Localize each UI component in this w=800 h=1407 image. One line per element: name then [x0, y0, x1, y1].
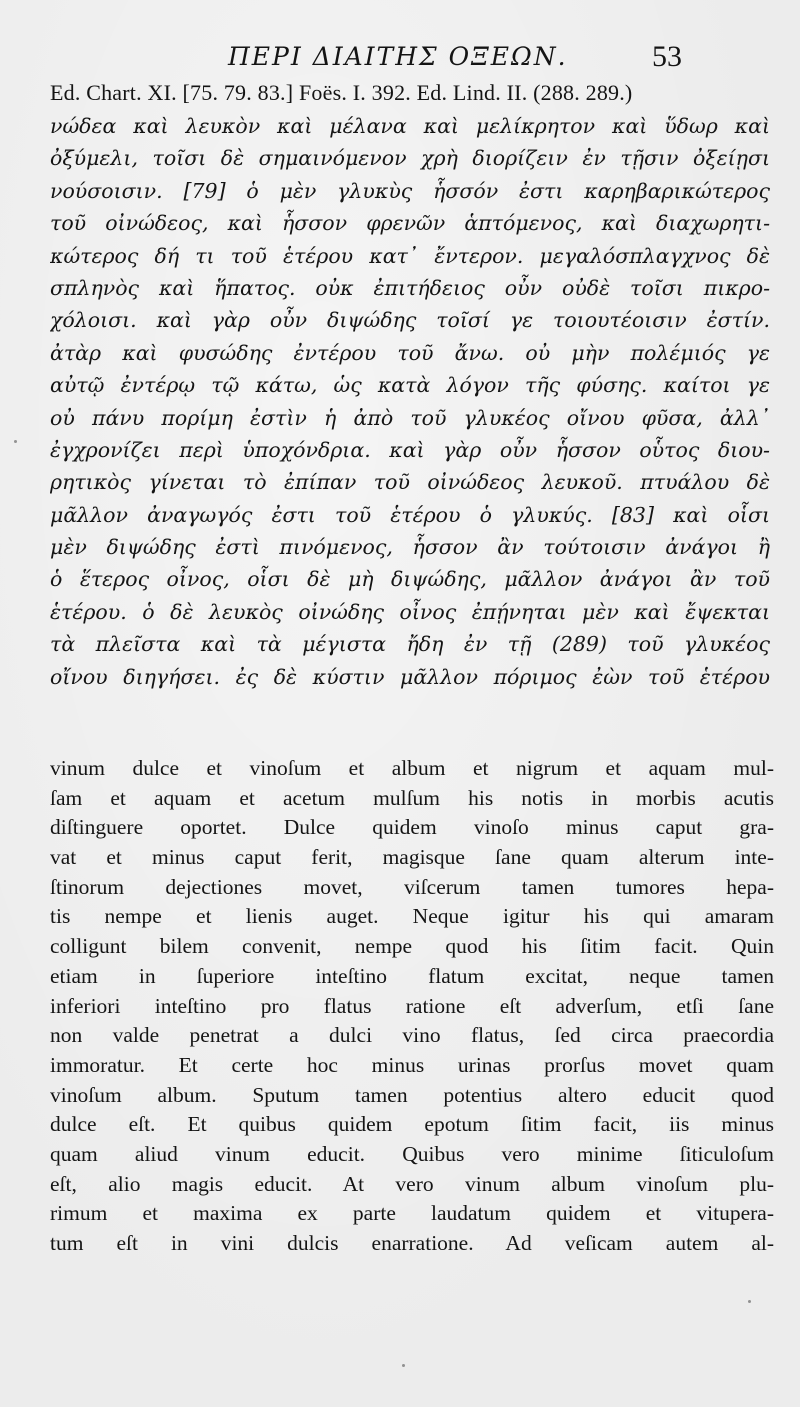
- paper-speck: [402, 1364, 405, 1367]
- latin-text-line: immoratur. Et certe hoc minus urinas prorſus movet quam: [50, 1052, 774, 1077]
- greek-text-line: ρητικὸς γίνεται τὸ ἐπίπαν τοῦ οἰνώδεος λευκοῦ. πτυάλου δὲ: [50, 470, 770, 495]
- greek-text-line: τοῦ οἰνώδεος, καὶ ἧσσον φρενῶν ἁπτόμενος, καὶ διαχωρητι-: [50, 211, 770, 236]
- latin-text-line: rimum et maxima ex parte laudatum quidem et vitupera-: [50, 1201, 774, 1226]
- greek-text-line: κώτερος δή τι τοῦ ἑτέρου κατ᾽ ἔντερον. μεγαλόσπλαγχνος δὲ: [50, 243, 770, 268]
- latin-text-line: colligunt bilem convenit, nempe quod his ſitim facit. Quin: [50, 934, 774, 959]
- greek-text-line: ἑτέρου. ὁ δὲ λευκὸς οἰνώδης οἶνος ἐπῄνηται μὲν καὶ ἔψεκται: [50, 599, 770, 624]
- page-number: 53: [652, 40, 682, 73]
- latin-text-line: etiam in ſuperiore inteſtino flatum excitat, neque tamen: [50, 963, 774, 988]
- greek-text-line: ὁ ἕτερος οἶνος, οἷσι δὲ μὴ διψώδης, μᾶλλον ἀνάγοι ἂν τοῦ: [50, 567, 770, 592]
- greek-text-line: σπληνὸς καὶ ἥπατος. οὐκ ἐπιτήδειος οὖν οὐδὲ τοῖσι πικρο-: [50, 275, 770, 300]
- greek-text-line: τὰ πλεῖστα καὶ τὰ μέγιστα ἤδη ἐν τῇ (289) τοῦ γλυκέος: [50, 632, 770, 657]
- latin-text-line: inferiori inteſtino pro flatus ratione eſt adverſum, etſi ſane: [50, 993, 774, 1018]
- latin-text-line: vinoſum album. Sputum tamen potentius altero educit quod: [50, 1082, 774, 1107]
- greek-text-line: αὐτῷ ἐντέρῳ τῷ κάτω, ὡς κατὰ λόγον τῆς φύσης. καίτοι γε: [50, 373, 770, 398]
- latin-translation-block: [50, 754, 774, 1259]
- latin-text-line: non valde penetrat a dulci vino flatus, ſed circa praecordia: [50, 1023, 774, 1048]
- latin-text-line: tum eſt in vini dulcis enarratione. Ad veſicam autem al-: [50, 1231, 774, 1255]
- latin-text-line: ſam et aquam et acetum mulſum his notis in morbis acutis: [50, 785, 774, 810]
- latin-text-line: ſtinorum dejectiones movet, viſcerum tamen tumores hepa-: [50, 874, 774, 899]
- latin-text-line: quam aliud vinum educit. Quibus vero minime ſiticuloſum: [50, 1141, 774, 1166]
- greek-text-line: μᾶλλον ἀναγωγός ἐστι τοῦ ἑτέρου ὁ γλυκύς. [83] καὶ οἷσι: [50, 502, 770, 527]
- paper-speck: [14, 440, 17, 443]
- greek-text-block: [50, 110, 770, 693]
- latin-text-line: diſtinguere oportet. Dulce quidem vinoſo minus caput gra-: [50, 815, 774, 840]
- greek-text-line: οἴνου διηγήσει. ἐς δὲ κύστιν μᾶλλον πόριμος ἐὼν τοῦ ἑτέρου: [50, 664, 770, 689]
- running-title: ΠΕΡΙ ΔΙΑΙΤΗΣ ΟΞΕΩΝ.: [228, 42, 568, 71]
- greek-text-line: οὐ πάνυ πορίμη ἐστὶν ἡ ἀπὸ τοῦ γλυκέος οἴνου φῦσα, ἀλλ᾽: [50, 405, 770, 430]
- latin-text-line: tis nempe et lienis auget. Neque igitur his qui amaram: [50, 904, 774, 929]
- greek-text-line: χόλοισι. καὶ γὰρ οὖν διψώδης τοῖσί γε τοιουτέοισιν ἐστίν.: [50, 308, 770, 333]
- edition-reference: Ed. Chart. XI. [75. 79. 83.] Foës. I. 392. Ed. Lind. II. (288. 289.): [50, 80, 633, 105]
- greek-text-line: μὲν διψώδης ἐστὶ πινόμενος, ἧσσον ἂν τούτοισιν ἀνάγοι ἢ: [50, 535, 770, 560]
- latin-text-line: eſt, alio magis educit. At vero vinum album vinoſum plu-: [50, 1171, 774, 1196]
- greek-text-line: ἐγχρονίζει περὶ ὑποχόνδρια. καὶ γὰρ οὖν ἧσσον οὗτος διου-: [50, 437, 770, 462]
- page-header: [0, 38, 800, 78]
- latin-text-line: vinum dulce et vinoſum et album et nigrum et aquam mul-: [50, 756, 774, 780]
- greek-text-line: ὀξύμελι, τοῖσι δὲ σημαινόμενον χρὴ διορίζειν ἐν τῇσιν ὀξείῃσι: [50, 146, 770, 171]
- latin-text-line: dulce eſt. Et quibus quidem epotum ſitim facit, iis minus: [50, 1112, 774, 1137]
- greek-text-line: ἀτὰρ καὶ φυσώδης ἐντέρου τοῦ ἄνω. οὐ μὴν πολέμιός γε: [50, 340, 770, 365]
- latin-text-line: vat et minus caput ferit, magisque ſane quam alterum inte-: [50, 845, 774, 870]
- paper-speck: [748, 1300, 751, 1303]
- greek-text-line: νώδεα καὶ λευκὸν καὶ μέλανα καὶ μελίκρητον καὶ ὕδωρ καὶ: [50, 114, 770, 138]
- greek-text-line: νούσοισιν. [79] ὁ μὲν γλυκὺς ἧσσόν ἐστι καρηβαρικώτερος: [50, 178, 770, 203]
